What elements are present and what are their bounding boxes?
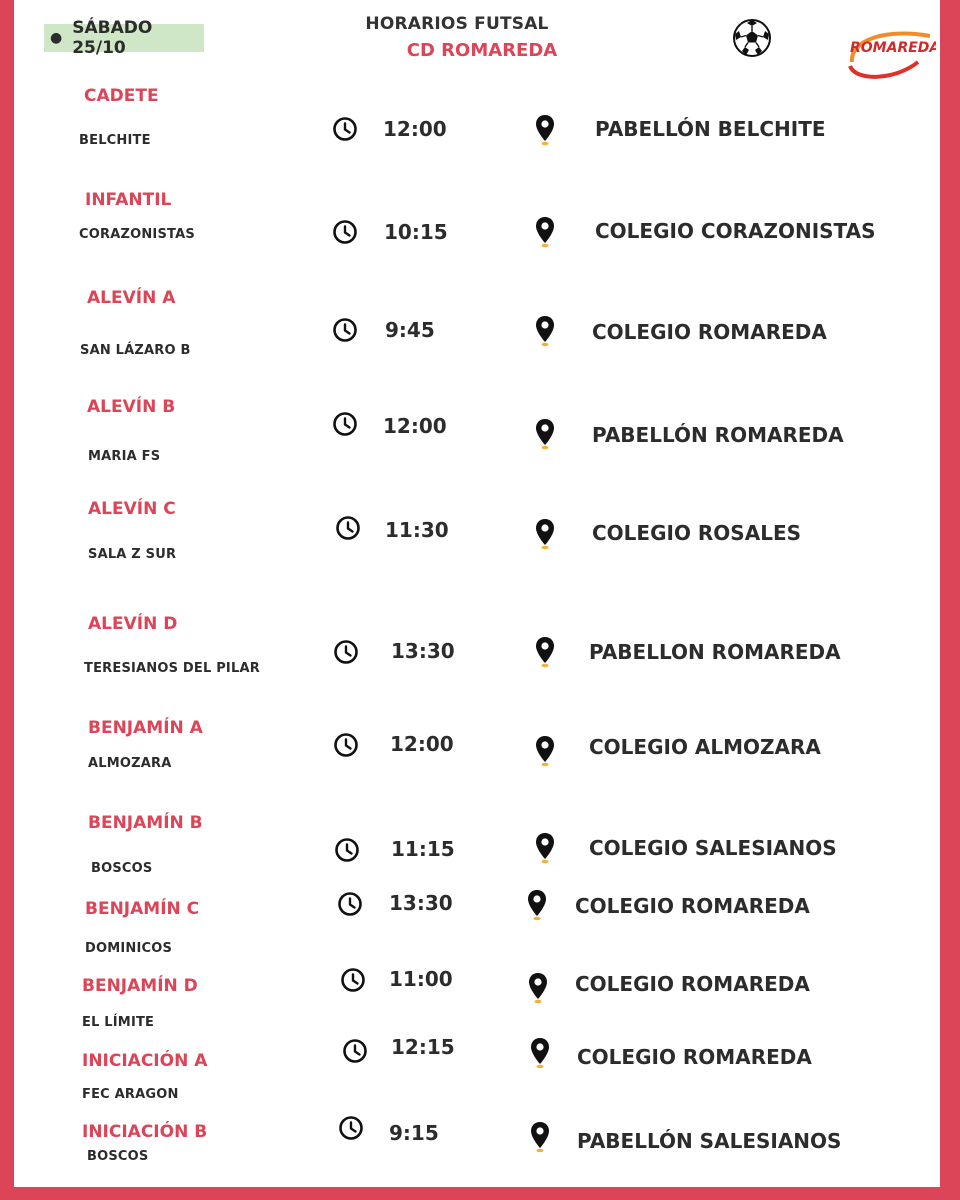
location-pin-icon [530,1037,550,1073]
logo-text: ROMAREDA [850,40,936,56]
category-label: INICIACIÓN B [82,1122,208,1142]
category-label: ALEVÍN B [87,397,176,417]
category-label: CADETE [84,86,159,106]
page-title: HORARIOS FUTSAL [365,14,549,34]
match-time: 11:00 [389,967,453,991]
match-time: 12:00 [383,117,447,141]
clock-icon [333,639,359,669]
category-label: INFANTIL [85,190,172,210]
match-time: 11:30 [385,518,449,542]
opponent-label: SAN LÁZARO B [80,343,191,358]
clock-icon [332,219,358,249]
category-label: BENJAMÍN C [85,899,200,919]
venue-label: COLEGIO ROMAREDA [575,894,810,918]
venue-label: PABELLÓN SALESIANOS [577,1129,842,1153]
opponent-label: TERESIANOS DEL PILAR [84,661,260,676]
category-label: INICIACIÓN A [82,1051,208,1071]
opponent-label: BELCHITE [79,133,151,148]
venue-label: PABELLON ROMAREDA [589,640,841,664]
clock-icon [340,967,366,997]
match-time: 9:15 [389,1121,439,1145]
schedule-card [14,0,940,1187]
bullet-icon: ● [50,30,63,46]
opponent-label: MARIA FS [88,449,161,464]
opponent-label: SALA Z SUR [88,547,177,562]
location-pin-icon [530,1121,550,1157]
clock-icon [334,837,360,867]
venue-label: PABELLÓN BELCHITE [595,117,826,141]
clock-icon [338,1115,364,1145]
match-time: 12:00 [383,414,447,438]
opponent-label: FEC ARAGON [82,1087,179,1102]
clock-icon [335,515,361,545]
location-pin-icon [528,972,548,1008]
match-date: SÁBADO 25/10 [72,18,153,58]
match-time: 12:15 [391,1035,455,1059]
category-label: ALEVÍN C [88,499,176,519]
location-pin-icon [535,114,555,150]
venue-label: COLEGIO ALMOZARA [589,735,821,759]
location-pin-icon [535,636,555,672]
category-label: BENJAMÍN D [82,976,198,996]
match-time: 13:30 [391,639,455,663]
opponent-label: BOSCOS [87,1149,149,1164]
venue-label: COLEGIO ROMAREDA [575,972,810,996]
opponent-label: DOMINICOS [85,941,173,956]
opponent-label: EL LÍMITE [82,1015,155,1030]
match-time: 12:00 [390,732,454,756]
match-time: 10:15 [384,220,448,244]
club-name: CD ROMAREDA [406,40,558,61]
opponent-label: CORAZONISTAS [79,227,195,242]
opponent-label: BOSCOS [91,861,153,876]
location-pin-icon [535,735,555,771]
venue-label: COLEGIO ROMAREDA [592,320,827,344]
match-time: 9:45 [385,318,435,342]
location-pin-icon [535,216,555,252]
category-label: BENJAMÍN A [88,718,203,738]
venue-label: COLEGIO CORAZONISTAS [595,219,876,243]
clock-icon [332,317,358,347]
location-pin-icon [527,889,547,925]
location-pin-icon [535,315,555,351]
category-label: BENJAMÍN B [88,813,203,833]
match-time: 13:30 [389,891,453,915]
category-label: ALEVÍN D [88,614,178,634]
clock-icon [332,116,358,146]
clock-icon [342,1038,368,1068]
venue-label: COLEGIO SALESIANOS [589,836,837,860]
venue-label: COLEGIO ROSALES [592,521,802,545]
location-pin-icon [535,518,555,554]
soccer-ball-icon [732,18,772,58]
clock-icon [333,732,359,762]
clock-icon [337,891,363,921]
opponent-label: ALMOZARA [88,756,172,771]
location-pin-icon [535,418,555,454]
clock-icon [332,411,358,441]
venue-label: PABELLÓN ROMAREDA [592,423,844,447]
club-logo [846,22,936,82]
location-pin-icon [535,832,555,868]
category-label: ALEVÍN A [87,288,176,308]
match-time: 11:15 [391,837,455,861]
venue-label: COLEGIO ROMAREDA [577,1045,812,1069]
